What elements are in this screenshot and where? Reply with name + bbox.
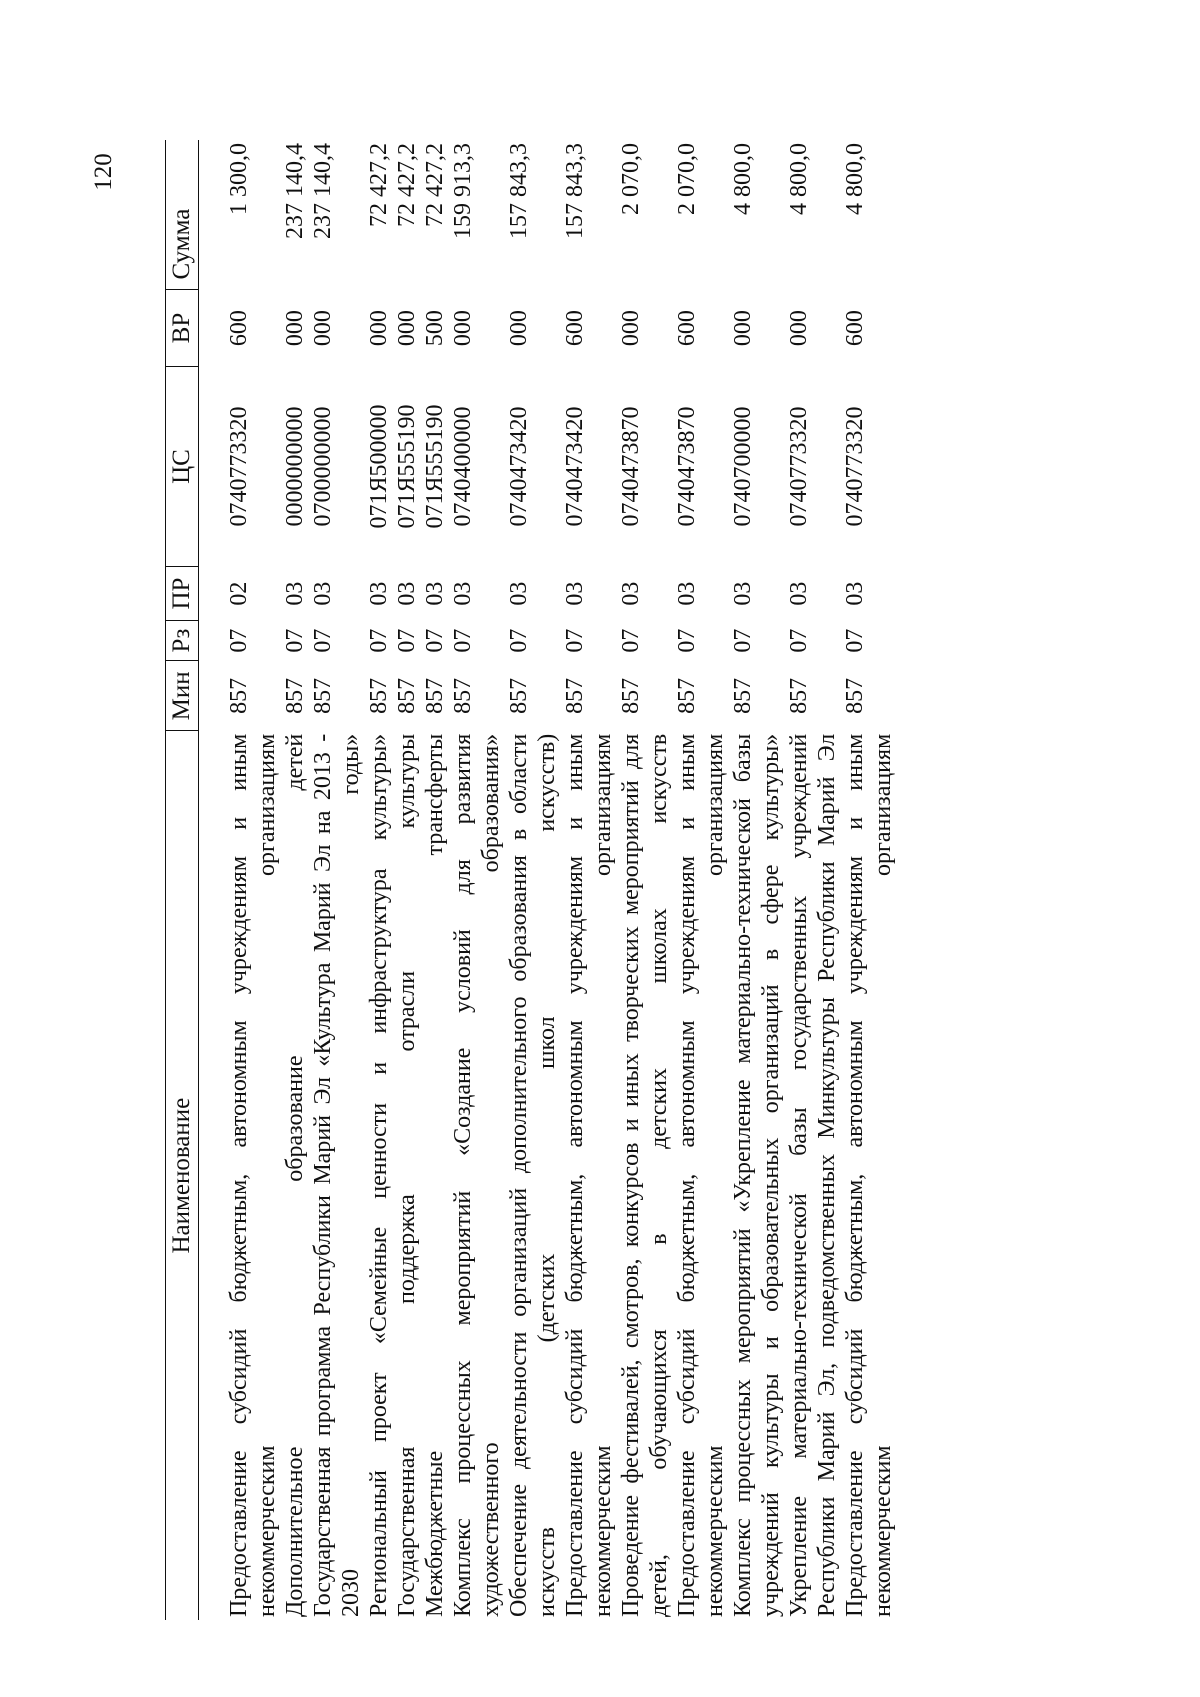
cell-name: Предоставление субсидий бюджетным, автономным учреждениям и иным некоммерческим организациям: [562, 733, 616, 1617]
table-row: [729, 140, 785, 1620]
cell-rz: 07: [562, 628, 588, 653]
cell-name: Комплекс процессных мероприятий «Укрепление материально-технической базы учреждений культуры и образовательных организаций в сфере культуры»: [730, 733, 784, 1617]
cell-pr: 03: [450, 581, 476, 606]
cell-pr: 03: [618, 581, 644, 606]
cell-sum: 1 300,0: [226, 143, 252, 215]
cell-vr: 000: [394, 310, 420, 347]
cell-cs: 0740473870: [674, 406, 700, 527]
cell-cs: 0740473420: [562, 406, 588, 527]
cell-min: 857: [422, 677, 448, 714]
cell-min: 857: [674, 677, 700, 714]
cell-min: 857: [562, 677, 588, 714]
cell-cs: 071Я555190: [394, 404, 420, 529]
cell-cs: 071Я500000: [366, 404, 392, 529]
table-row: [617, 140, 673, 1620]
table-row: [785, 140, 841, 1620]
budget-table: [165, 140, 897, 1620]
cell-name: Государственная поддержка отрасли культуры: [394, 733, 420, 1617]
cell-pr: 03: [786, 581, 812, 606]
cell-rz: 07: [282, 628, 308, 653]
cell-min: 857: [618, 677, 644, 714]
cell-min: 857: [310, 677, 336, 714]
cell-vr: 000: [366, 310, 392, 347]
cell-name: Комплекс процессных мероприятий «Создание условий для развития художественного образования»: [450, 733, 504, 1617]
cell-name: Дополнительное образование детей: [282, 733, 308, 1617]
cell-cs: 0740773320: [226, 406, 252, 527]
table-row: [421, 140, 449, 1620]
cell-vr: 000: [618, 310, 644, 347]
cell-cs: 0740700000: [730, 406, 756, 527]
cell-cs: 0000000000: [282, 406, 308, 527]
cell-vr: 000: [310, 310, 336, 347]
cell-rz: 07: [422, 628, 448, 653]
cell-name: Межбюджетные трансферты: [422, 733, 448, 1617]
header-min: Мин: [166, 661, 199, 731]
cell-pr: 03: [310, 581, 336, 606]
cell-cs: 0740773320: [786, 406, 812, 527]
budget-table-container: [165, 140, 1125, 1620]
cell-pr: 03: [562, 581, 588, 606]
cell-min: 857: [282, 677, 308, 714]
cell-name: Проведение фестивалей, смотров, конкурсов и иных творческих мероприятий для детей, обучающихся в детских школах искусств: [618, 733, 672, 1617]
table-row: [281, 140, 309, 1620]
table-row: [561, 140, 617, 1620]
cell-vr: 000: [786, 310, 812, 347]
cell-rz: 07: [450, 628, 476, 653]
cell-min: 857: [786, 677, 812, 714]
cell-pr: 03: [506, 581, 532, 606]
header-rz: Рз: [166, 620, 199, 661]
cell-name: Предоставление субсидий бюджетным, автономным учреждениям и иным некоммерческим организациям: [842, 733, 896, 1617]
cell-rz: 07: [618, 628, 644, 653]
cell-name: Обеспечение деятельности организаций дополнительного образования в области искусств (детских школ искусств): [506, 733, 560, 1617]
cell-pr: 02: [226, 581, 252, 606]
table-row: [841, 140, 897, 1620]
cell-rz: 07: [366, 628, 392, 653]
cell-sum: 237 140,4: [282, 143, 308, 239]
cell-sum: 72 427,2: [422, 143, 448, 227]
cell-cs: 0700000000: [310, 406, 336, 527]
table-row: [505, 140, 561, 1620]
header-name: Наименование: [166, 731, 199, 1620]
cell-name: Укрепление материально-технической базы государственных учреждений Республики Марий Эл, подведомственных Минкультуры Республики Марий Эл: [786, 733, 840, 1617]
cell-vr: 500: [422, 310, 448, 347]
cell-min: 857: [730, 677, 756, 714]
cell-vr: 600: [562, 310, 588, 347]
cell-pr: 03: [842, 581, 868, 606]
cell-sum: 4 800,0: [730, 143, 756, 215]
cell-min: 857: [366, 677, 392, 714]
table-row: [365, 140, 393, 1620]
table-row: [673, 140, 729, 1620]
cell-vr: 600: [226, 310, 252, 347]
cell-cs: 071Я555190: [422, 404, 448, 529]
table-row: [393, 140, 421, 1620]
header-cs: ЦС: [166, 366, 199, 567]
cell-name: Государственная программа Республики Марий Эл «Культура Марий Эл на 2013 - 2030 годы»: [310, 733, 364, 1617]
cell-rz: 07: [674, 628, 700, 653]
cell-min: 857: [450, 677, 476, 714]
header-vr: ВР: [166, 290, 199, 366]
cell-pr: 03: [282, 581, 308, 606]
table-row: [199, 140, 282, 1620]
cell-name: Предоставление субсидий бюджетным, автономным учреждениям и иным некоммерческим организациям: [226, 733, 280, 1617]
cell-cs: 0740473870: [618, 406, 644, 527]
cell-pr: 03: [366, 581, 392, 606]
cell-cs: 0740400000: [450, 406, 476, 527]
table-header: [166, 140, 199, 1620]
cell-rz: 07: [226, 628, 252, 653]
cell-rz: 07: [786, 628, 812, 653]
table-row: [309, 140, 365, 1620]
cell-cs: 0740473420: [506, 406, 532, 527]
cell-min: 857: [226, 677, 252, 714]
cell-min: 857: [506, 677, 532, 714]
cell-sum: 72 427,2: [394, 143, 420, 227]
cell-sum: 2 070,0: [618, 143, 644, 215]
cell-rz: 07: [310, 628, 336, 653]
cell-rz: 07: [730, 628, 756, 653]
cell-min: 857: [394, 677, 420, 714]
table-row: [449, 140, 505, 1620]
table-body: [199, 140, 898, 1620]
cell-pr: 03: [674, 581, 700, 606]
cell-rz: 07: [394, 628, 420, 653]
cell-vr: 600: [842, 310, 868, 347]
cell-sum: 159 913,3: [450, 143, 476, 239]
cell-name: Региональный проект «Семейные ценности и инфраструктура культуры»: [366, 733, 392, 1617]
cell-vr: 600: [674, 310, 700, 347]
cell-pr: 03: [422, 581, 448, 606]
header-sum: Сумма: [166, 140, 199, 290]
cell-vr: 000: [282, 310, 308, 347]
cell-cs: 0740773320: [842, 406, 868, 527]
cell-sum: 72 427,2: [366, 143, 392, 227]
cell-vr: 000: [450, 310, 476, 347]
cell-rz: 07: [506, 628, 532, 653]
cell-vr: 000: [730, 310, 756, 347]
cell-sum: 4 800,0: [786, 143, 812, 215]
cell-pr: 03: [394, 581, 420, 606]
cell-vr: 000: [506, 310, 532, 347]
cell-sum: 157 843,3: [562, 143, 588, 239]
cell-sum: 2 070,0: [674, 143, 700, 215]
cell-sum: 157 843,3: [506, 143, 532, 239]
cell-min: 857: [842, 677, 868, 714]
page-number: 120: [90, 153, 117, 191]
cell-name: Предоставление субсидий бюджетным, автономным учреждениям и иным некоммерческим организациям: [674, 733, 728, 1617]
cell-sum: 4 800,0: [842, 143, 868, 215]
cell-sum: 237 140,4: [310, 143, 336, 239]
header-pr: ПР: [166, 567, 199, 620]
cell-rz: 07: [842, 628, 868, 653]
cell-pr: 03: [730, 581, 756, 606]
